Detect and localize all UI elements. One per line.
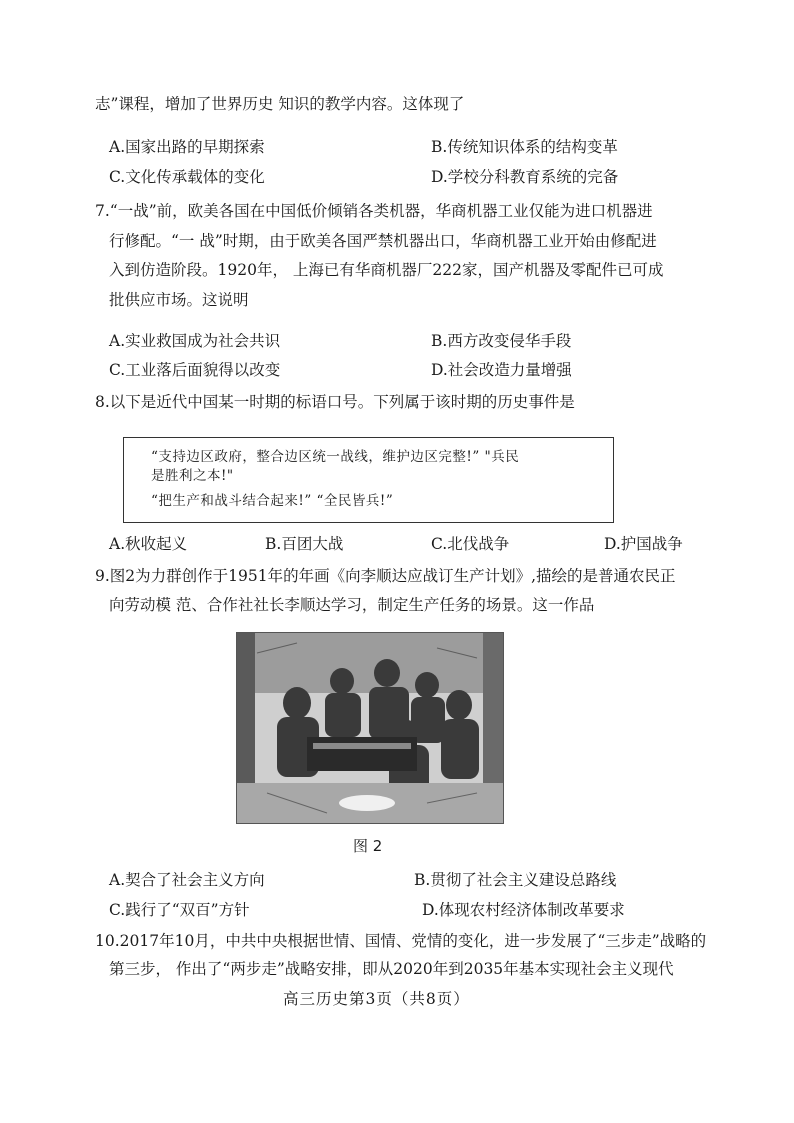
woodcut-illustration	[236, 632, 504, 824]
q6-option-d: D.学校分科教育系统的完备	[431, 168, 619, 186]
q6-option-a: A.国家出路的早期探索	[109, 138, 265, 156]
q9-option-a: A.契合了社会主义方向	[109, 871, 265, 889]
slogan-line-2: 是胜利之本!"	[151, 468, 234, 484]
q9-option-d: D.体现农村经济体制改革要求	[422, 901, 625, 919]
q9-option-b: B.贯彻了社会主义建设总路线	[414, 871, 617, 889]
page-footer: 高三历史第3页（共8页）	[283, 990, 470, 1008]
q6-stem-tail: 志”课程，增加了世界历史 知识的教学内容。这体现了	[95, 95, 465, 113]
q8-option-b: B.百团大战	[265, 535, 344, 553]
q9-stem-line-1: 9.图2为力群创作于1951年的年画《向李顺达应战订生产计划》,描绘的是普通农民正	[95, 567, 676, 585]
q7-option-d: D.社会改造力量增强	[431, 361, 572, 379]
q7-stem-line-3: 入到仿造阶段。1920年， 上海已有华商机器厂222家，国产机器及零配件已可成	[109, 261, 664, 279]
q7-stem-line-1: 7.“一战”前，欧美各国在中国低价倾销各类机器，华商机器工业仅能为进口机器进	[95, 202, 653, 220]
q7-option-c: C.工业落后面貌得以改变	[109, 361, 281, 379]
slogan-line-3: “把生产和战斗结合起来!” “全民皆兵!”	[151, 493, 394, 509]
q7-option-a: A.实业救国成为社会共识	[109, 332, 281, 350]
q9-stem-line-2: 向劳动模 范、合作社社长李顺达学习，制定生产任务的场景。这一作品	[109, 596, 595, 614]
q8-option-a: A.秋收起义	[109, 535, 188, 553]
q6-option-b: B.传统知识体系的结构变革	[431, 138, 618, 156]
q10-stem-line-2: 第三步， 作出了“两步走”战略安排，即从2020年到2035年基本实现社会主义现代	[109, 960, 674, 978]
q6-option-c: C.文化传承载体的变化	[109, 168, 265, 186]
q7-stem-line-4: 批供应市场。这说明	[109, 291, 249, 309]
slogan-line-1: “支持边区政府，整合边区统一战线，维护边区完整!” "兵民	[151, 449, 520, 465]
q8-stem: 8.以下是近代中国某一时期的标语口号。下列属于该时期的历史事件是	[95, 393, 575, 411]
q8-option-d: D.护国战争	[604, 535, 683, 553]
q8-option-c: C.北伐战争	[431, 535, 510, 553]
q10-stem-line-1: 10.2017年10月，中共中央根据世情、国情、党情的变化，进一步发展了“三步走”战略的	[95, 932, 707, 950]
q7-stem-line-2: 行修配。“一 战”时期，由于欧美各国严禁机器出口，华商机器工业开始由修配进	[109, 232, 657, 250]
slogan-box	[123, 437, 614, 523]
q9-option-c: C.践行了“双百”方针	[109, 901, 250, 919]
figure-caption: 图 2	[353, 837, 383, 855]
q7-option-b: B.西方改变侵华手段	[431, 332, 572, 350]
